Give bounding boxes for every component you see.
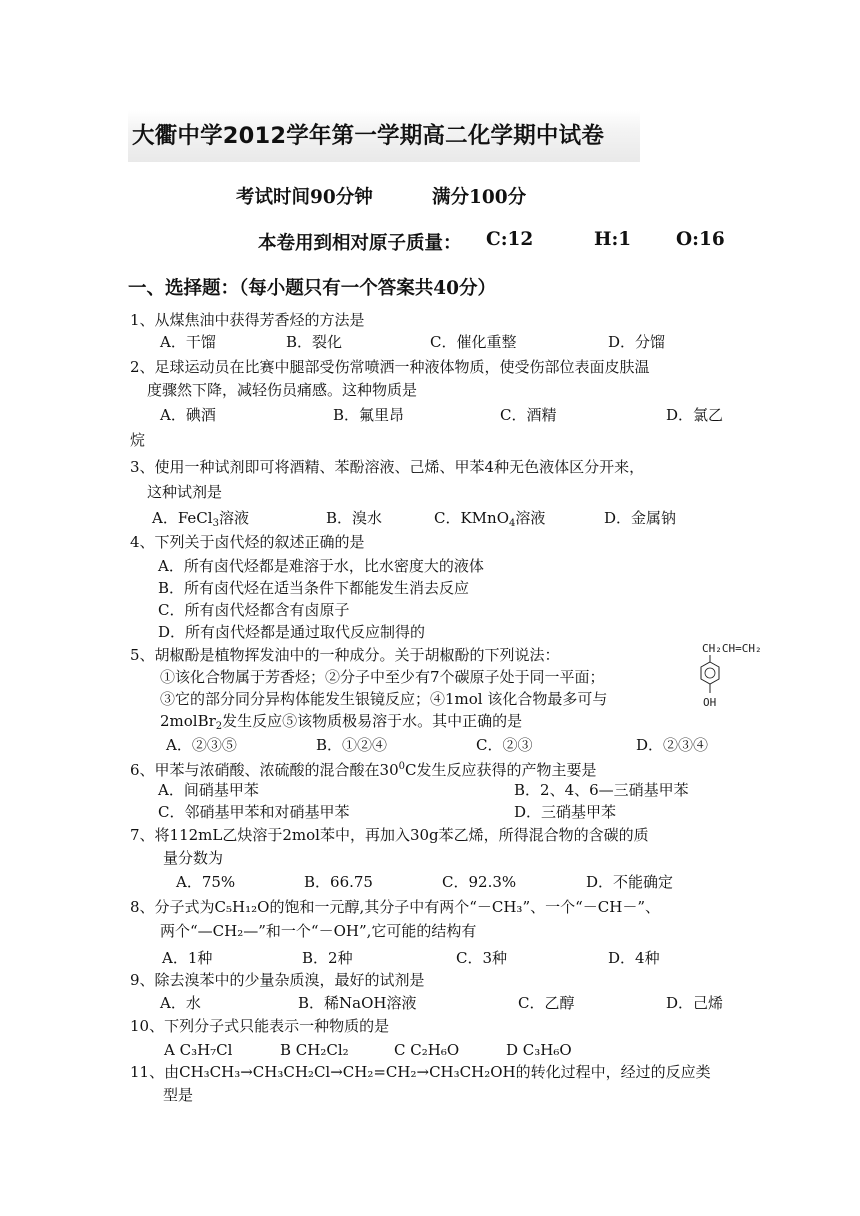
- question-4-option-d: D．所有卤代烃都是通过取代反应制得的: [158, 623, 426, 641]
- question-10-option-c: C C₂H₆O: [394, 1041, 460, 1059]
- benzene-ring: [701, 662, 719, 684]
- chavicol-structure-diagram: [694, 640, 804, 712]
- question-8-stem-line1: 8、分子式为C₅H₁₂O的饱和一元醇,其分子中有两个“－CH₃”、一个“－CH－”、: [130, 898, 661, 916]
- question-1-option-b: B．裂化: [286, 333, 343, 351]
- exam-time: 考试时间90分钟: [236, 187, 373, 208]
- atomic-mass-o: O:16: [676, 229, 725, 250]
- question-10-stem: 10、下列分子式只能表示一种物质的是: [130, 1017, 390, 1035]
- question-3-option-d: D．金属钠: [604, 509, 677, 527]
- atomic-mass-c: C:12: [486, 229, 534, 250]
- benzene-ring-circle: [705, 668, 715, 678]
- question-1-option-a: A．干馏: [160, 333, 216, 351]
- question-5-option-a: A．②③⑤: [166, 736, 237, 754]
- question-3-stem-line1: 3、使用一种试剂即可将酒精、苯酚溶液、己烯、甲苯4种无色液体区分开来，: [130, 458, 645, 476]
- question-3-option-c: C．KMnO$_4$溶液: [434, 509, 546, 529]
- question-1-stem: 1、从煤焦油中获得芳香烃的方法是: [130, 311, 365, 329]
- question-4-option-a: A．所有卤代烃都是难溶于水，比水密度大的液体: [158, 557, 484, 575]
- question-2-stem-line2: 度骤然下降，减轻伤员痛感。这种物质是: [147, 381, 418, 399]
- question-9-option-a: A．水: [160, 994, 201, 1012]
- question-8-option-d: D．4种: [608, 949, 660, 967]
- exam-full-score: 满分100分: [432, 187, 527, 208]
- exam-title: 大衢中学2012学年第一学期高二化学期中试卷: [132, 123, 605, 149]
- structure-side-chain-label: CH₂CH=CH₂: [702, 642, 762, 655]
- question-6-option-b: B．2、4、6—三硝基甲苯: [514, 781, 689, 799]
- question-10-option-b: B CH₂Cl₂: [280, 1041, 349, 1059]
- question-5-statement-2: ③它的部分同分异构体能发生银镜反应；④1mol 该化合物最多可与: [160, 690, 608, 708]
- question-4-stem: 4、下列关于卤代烃的叙述正确的是: [130, 533, 365, 551]
- question-9-stem: 9、除去溴苯中的少量杂质溴，最好的试剂是: [130, 971, 425, 989]
- question-5-statement-1: ①该化合物属于芳香烃；②分子中至少有7个碳原子处于同一平面；: [160, 668, 605, 686]
- question-2-option-c: C．酒精: [500, 406, 557, 424]
- question-3-option-a: A．FeCl$_3$溶液: [152, 509, 249, 529]
- question-11-stem-line2: 型是: [163, 1086, 194, 1104]
- question-5-option-b: B．①②④: [316, 736, 388, 754]
- question-5-statement-3: 2molBr$_2$发生反应⑤该物质极易溶于水。其中正确的是: [160, 712, 523, 732]
- question-10-option-d: D C₃H₆O: [506, 1041, 572, 1059]
- question-5-option-d: D．②③④: [636, 736, 709, 754]
- question-7-stem-line1: 7、将112mL乙炔溶于2mol苯中，再加入30g苯乙烯，所得混合物的含碳的质: [130, 826, 649, 844]
- question-2-option-a: A．碘酒: [160, 406, 216, 424]
- question-5-stem: 5、胡椒酚是植物挥发油中的一种成分。关于胡椒酚的下列说法：: [130, 646, 560, 664]
- atomic-mass-label: 本卷用到相对原子质量：: [258, 233, 462, 254]
- question-9-option-c: C．乙醇: [518, 994, 575, 1012]
- question-7-stem-line2: 量分数为: [163, 849, 224, 867]
- question-1-option-c: C．催化重整: [430, 333, 517, 351]
- question-11-stem-line1: 11、由CH₃CH₃→CH₃CH₂Cl→CH₂=CH₂→CH₃CH₂OH的转化过程中，经过的反应类: [130, 1063, 711, 1081]
- question-10-option-a: A C₃H₇Cl: [164, 1041, 233, 1059]
- question-9-option-b: B．稀NaOH溶液: [298, 994, 417, 1012]
- question-8-option-c: C．3种: [456, 949, 508, 967]
- section-heading: 一、选择题：（每小题只有一个答案共40分）: [128, 278, 496, 299]
- question-3-stem-line2: 这种试剂是: [147, 483, 223, 501]
- question-2-option-b: B．氟里昂: [333, 406, 405, 424]
- question-4-option-b: B．所有卤代烃在适当条件下都能发生消去反应: [158, 579, 470, 597]
- question-7-option-c: C．92.3%: [442, 873, 517, 891]
- question-7-option-d: D．不能确定: [586, 873, 674, 891]
- atomic-mass-h: H:1: [594, 229, 632, 250]
- question-2-stem-line1: 2、足球运动员在比赛中腿部受伤常喷洒一种液体物质，使受伤部位表面皮肤温: [130, 358, 650, 376]
- question-8-option-b: B．2种: [302, 949, 353, 967]
- question-7-option-a: A．75%: [176, 873, 236, 891]
- question-2-option-d-wrap: 烷: [130, 431, 146, 449]
- question-2-option-d: D．氯乙: [666, 406, 724, 424]
- question-8-option-a: A．1种: [162, 949, 213, 967]
- question-6-option-c: C．邻硝基甲苯和对硝基甲苯: [158, 803, 350, 821]
- question-6-option-d: D．三硝基甲苯: [514, 803, 617, 821]
- question-5-option-c: C．②③: [476, 736, 533, 754]
- question-6-stem: 6、甲苯与浓硝酸、浓硫酸的混合酸在$30^0C$发生反应获得的产物主要是: [130, 761, 597, 779]
- question-9-option-d: D．己烯: [666, 994, 724, 1012]
- question-6-option-a: A．间硝基甲苯: [158, 781, 259, 799]
- question-1-option-d: D．分馏: [608, 333, 666, 351]
- question-4-option-c: C．所有卤代烃都含有卤原子: [158, 601, 350, 619]
- title-banner: [128, 110, 640, 162]
- question-8-stem-line2: 两个“—CH₂—”和一个“－OH”,它可能的结构有: [160, 922, 477, 940]
- question-3-option-b: B．溴水: [326, 509, 383, 527]
- question-7-option-b: B．66.75: [304, 873, 373, 891]
- structure-hydroxyl-label: OH: [703, 696, 717, 709]
